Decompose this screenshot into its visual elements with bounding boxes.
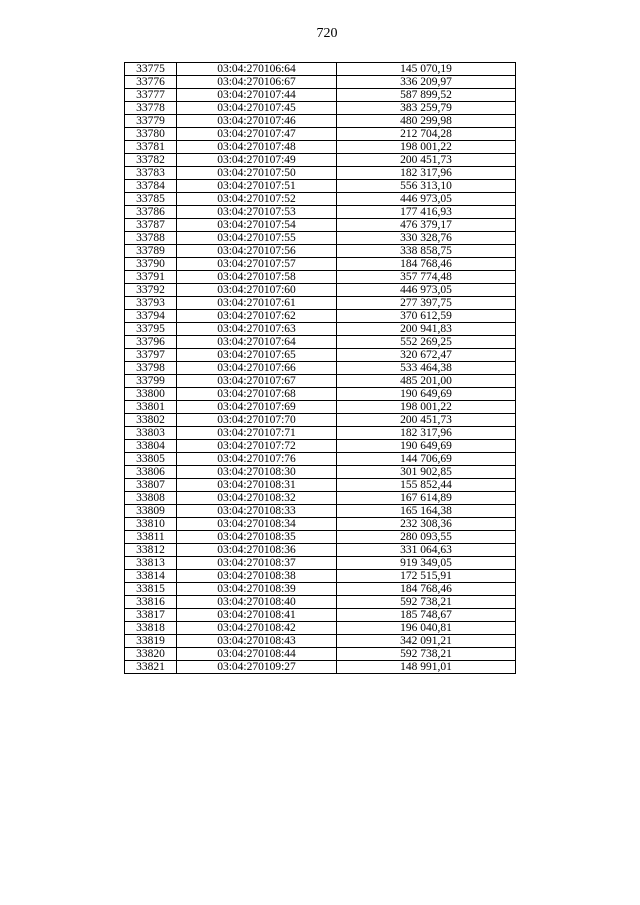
cadastral-number-cell: 03:04:270108:30 — [177, 466, 337, 479]
table-row — [125, 89, 516, 102]
table-row — [125, 388, 516, 401]
table-row — [125, 167, 516, 180]
cadastral-number-cell: 03:04:270107:49 — [177, 154, 337, 167]
row-number-cell: 33814 — [125, 570, 177, 583]
cadastral-number-cell: 03:04:270107:53 — [177, 206, 337, 219]
cadastral-number-cell: 03:04:270109:27 — [177, 661, 337, 674]
table-row — [125, 362, 516, 375]
table-row — [125, 76, 516, 89]
row-number-cell: 33787 — [125, 219, 177, 232]
table-row — [125, 505, 516, 518]
row-number-cell: 33805 — [125, 453, 177, 466]
row-number-cell: 33775 — [125, 63, 177, 76]
cadastral-value-cell: 320 672,47 — [337, 349, 516, 362]
cadastral-number-cell: 03:04:270107:55 — [177, 232, 337, 245]
row-number-cell: 33804 — [125, 440, 177, 453]
table-row — [125, 115, 516, 128]
row-number-cell: 33796 — [125, 336, 177, 349]
cadastral-number-cell: 03:04:270107:48 — [177, 141, 337, 154]
table-row — [125, 479, 516, 492]
cadastral-number-cell: 03:04:270107:57 — [177, 258, 337, 271]
table-row — [125, 128, 516, 141]
cadastral-number-cell: 03:04:270107:50 — [177, 167, 337, 180]
cadastral-value-cell: 145 070,19 — [337, 63, 516, 76]
cadastral-number-cell: 03:04:270107:65 — [177, 349, 337, 362]
table-row — [125, 206, 516, 219]
cadastral-value-cell: 357 774,48 — [337, 271, 516, 284]
cadastral-number-cell: 03:04:270107:46 — [177, 115, 337, 128]
table-row — [125, 635, 516, 648]
table-row — [125, 284, 516, 297]
row-number-cell: 33782 — [125, 154, 177, 167]
cadastral-value-cell: 556 313,10 — [337, 180, 516, 193]
row-number-cell: 33786 — [125, 206, 177, 219]
table-row — [125, 232, 516, 245]
cadastral-number-cell: 03:04:270107:51 — [177, 180, 337, 193]
cadastral-number-cell: 03:04:270108:40 — [177, 596, 337, 609]
table-row — [125, 544, 516, 557]
row-number-cell: 33817 — [125, 609, 177, 622]
table-row — [125, 271, 516, 284]
cadastral-number-cell: 03:04:270107:61 — [177, 297, 337, 310]
table-row — [125, 336, 516, 349]
table-row — [125, 245, 516, 258]
table-row — [125, 219, 516, 232]
table-row — [125, 349, 516, 362]
cadastral-number-cell: 03:04:270107:44 — [177, 89, 337, 102]
cadastral-value-cell: 184 768,46 — [337, 258, 516, 271]
cadastral-number-cell: 03:04:270108:34 — [177, 518, 337, 531]
cadastral-value-cell: 198 001,22 — [337, 141, 516, 154]
table-row — [125, 427, 516, 440]
cadastral-number-cell: 03:04:270108:42 — [177, 622, 337, 635]
row-number-cell: 33809 — [125, 505, 177, 518]
cadastral-number-cell: 03:04:270108:32 — [177, 492, 337, 505]
row-number-cell: 33803 — [125, 427, 177, 440]
cadastral-number-cell: 03:04:270107:64 — [177, 336, 337, 349]
table-row — [125, 401, 516, 414]
row-number-cell: 33816 — [125, 596, 177, 609]
row-number-cell: 33813 — [125, 557, 177, 570]
table-row — [125, 648, 516, 661]
cadastral-value-cell: 277 397,75 — [337, 297, 516, 310]
table-row — [125, 102, 516, 115]
cadastral-value-cell: 200 451,73 — [337, 414, 516, 427]
table-row — [125, 141, 516, 154]
cadastral-value-cell: 301 902,85 — [337, 466, 516, 479]
table-row — [125, 596, 516, 609]
cadastral-value-cell: 446 973,05 — [337, 284, 516, 297]
cadastral-number-cell: 03:04:270107:71 — [177, 427, 337, 440]
cadastral-value-cell: 331 064,63 — [337, 544, 516, 557]
row-number-cell: 33819 — [125, 635, 177, 648]
cadastral-value-cell: 200 941,83 — [337, 323, 516, 336]
row-number-cell: 33779 — [125, 115, 177, 128]
row-number-cell: 33793 — [125, 297, 177, 310]
cadastral-value-cell: 144 706,69 — [337, 453, 516, 466]
cadastral-number-cell: 03:04:270106:64 — [177, 63, 337, 76]
row-number-cell: 33783 — [125, 167, 177, 180]
row-number-cell: 33794 — [125, 310, 177, 323]
cadastral-number-cell: 03:04:270108:43 — [177, 635, 337, 648]
table-row — [125, 661, 516, 674]
row-number-cell: 33807 — [125, 479, 177, 492]
row-number-cell: 33778 — [125, 102, 177, 115]
table-row — [125, 414, 516, 427]
cadastral-value-cell: 196 040,81 — [337, 622, 516, 635]
cadastral-number-cell: 03:04:270107:45 — [177, 102, 337, 115]
cadastral-number-cell: 03:04:270106:67 — [177, 76, 337, 89]
table-row — [125, 297, 516, 310]
cadastral-number-cell: 03:04:270107:56 — [177, 245, 337, 258]
cadastral-value-cell: 383 259,79 — [337, 102, 516, 115]
cadastral-value-cell: 177 416,93 — [337, 206, 516, 219]
cadastral-value-cell: 185 748,67 — [337, 609, 516, 622]
cadastral-number-cell: 03:04:270108:31 — [177, 479, 337, 492]
cadastral-number-cell: 03:04:270107:68 — [177, 388, 337, 401]
row-number-cell: 33812 — [125, 544, 177, 557]
row-number-cell: 33776 — [125, 76, 177, 89]
table-row — [125, 570, 516, 583]
cadastral-number-cell: 03:04:270107:66 — [177, 362, 337, 375]
table-row — [125, 531, 516, 544]
cadastral-number-cell: 03:04:270107:63 — [177, 323, 337, 336]
table-row — [125, 609, 516, 622]
row-number-cell: 33811 — [125, 531, 177, 544]
cadastral-value-cell: 232 308,36 — [337, 518, 516, 531]
row-number-cell: 33821 — [125, 661, 177, 674]
row-number-cell: 33797 — [125, 349, 177, 362]
cadastral-value-cell: 370 612,59 — [337, 310, 516, 323]
cadastral-value-cell: 338 858,75 — [337, 245, 516, 258]
table-row — [125, 557, 516, 570]
cadastral-value-cell: 336 209,97 — [337, 76, 516, 89]
row-number-cell: 33792 — [125, 284, 177, 297]
cadastral-number-cell: 03:04:270107:58 — [177, 271, 337, 284]
row-number-cell: 33791 — [125, 271, 177, 284]
cadastral-value-cell: 182 317,96 — [337, 167, 516, 180]
cadastral-value-cell: 485 201,00 — [337, 375, 516, 388]
table-body — [125, 63, 516, 674]
row-number-cell: 33806 — [125, 466, 177, 479]
row-number-cell: 33789 — [125, 245, 177, 258]
row-number-cell: 33820 — [125, 648, 177, 661]
cadastral-number-cell: 03:04:270107:52 — [177, 193, 337, 206]
cadastral-value-cell: 172 515,91 — [337, 570, 516, 583]
cadastral-value-cell: 480 299,98 — [337, 115, 516, 128]
cadastral-value-cell: 552 269,25 — [337, 336, 516, 349]
cadastral-value-cell: 342 091,21 — [337, 635, 516, 648]
cadastral-number-cell: 03:04:270108:33 — [177, 505, 337, 518]
row-number-cell: 33780 — [125, 128, 177, 141]
cadastral-value-cell: 200 451,73 — [337, 154, 516, 167]
cadastral-number-cell: 03:04:270108:37 — [177, 557, 337, 570]
cadastral-number-cell: 03:04:270107:72 — [177, 440, 337, 453]
row-number-cell: 33818 — [125, 622, 177, 635]
cadastral-value-cell: 165 164,38 — [337, 505, 516, 518]
cadastral-value-cell: 155 852,44 — [337, 479, 516, 492]
cadastral-number-cell: 03:04:270107:47 — [177, 128, 337, 141]
table-row — [125, 375, 516, 388]
row-number-cell: 33815 — [125, 583, 177, 596]
cadastral-value-cell: 190 649,69 — [337, 440, 516, 453]
cadastral-number-cell: 03:04:270108:39 — [177, 583, 337, 596]
table-row — [125, 193, 516, 206]
cadastral-value-cell: 212 704,28 — [337, 128, 516, 141]
cadastral-value-cell: 592 738,21 — [337, 596, 516, 609]
cadastral-value-cell: 148 991,01 — [337, 661, 516, 674]
cadastral-number-cell: 03:04:270107:69 — [177, 401, 337, 414]
cadastral-value-cell: 198 001,22 — [337, 401, 516, 414]
table-row — [125, 492, 516, 505]
cadastral-value-cell: 190 649,69 — [337, 388, 516, 401]
cadastral-value-cell: 587 899,52 — [337, 89, 516, 102]
cadastral-value-cell: 533 464,38 — [337, 362, 516, 375]
row-number-cell: 33784 — [125, 180, 177, 193]
table-row — [125, 583, 516, 596]
row-number-cell: 33799 — [125, 375, 177, 388]
cadastral-value-cell: 167 614,89 — [337, 492, 516, 505]
table-row — [125, 518, 516, 531]
row-number-cell: 33810 — [125, 518, 177, 531]
cadastral-number-cell: 03:04:270107:60 — [177, 284, 337, 297]
table-row — [125, 63, 516, 76]
row-number-cell: 33808 — [125, 492, 177, 505]
cadastral-number-cell: 03:04:270108:36 — [177, 544, 337, 557]
table-row — [125, 180, 516, 193]
row-number-cell: 33801 — [125, 401, 177, 414]
row-number-cell: 33802 — [125, 414, 177, 427]
cadastral-number-cell: 03:04:270107:70 — [177, 414, 337, 427]
page-number: 720 — [316, 26, 338, 41]
cadastral-number-cell: 03:04:270107:67 — [177, 375, 337, 388]
table-row — [125, 622, 516, 635]
row-number-cell: 33795 — [125, 323, 177, 336]
cadastral-value-table — [124, 62, 516, 674]
table-row — [125, 154, 516, 167]
cadastral-value-cell: 182 317,96 — [337, 427, 516, 440]
cadastral-number-cell: 03:04:270107:76 — [177, 453, 337, 466]
cadastral-number-cell: 03:04:270107:62 — [177, 310, 337, 323]
table-row — [125, 440, 516, 453]
table-row — [125, 323, 516, 336]
table-row — [125, 453, 516, 466]
cadastral-number-cell: 03:04:270108:35 — [177, 531, 337, 544]
cadastral-value-cell: 330 328,76 — [337, 232, 516, 245]
row-number-cell: 33777 — [125, 89, 177, 102]
table-row — [125, 466, 516, 479]
row-number-cell: 33790 — [125, 258, 177, 271]
row-number-cell: 33785 — [125, 193, 177, 206]
row-number-cell: 33800 — [125, 388, 177, 401]
cadastral-number-cell: 03:04:270108:41 — [177, 609, 337, 622]
cadastral-number-cell: 03:04:270108:44 — [177, 648, 337, 661]
cadastral-value-cell: 280 093,55 — [337, 531, 516, 544]
cadastral-value-cell: 184 768,46 — [337, 583, 516, 596]
cadastral-value-cell: 592 738,21 — [337, 648, 516, 661]
cadastral-value-cell: 919 349,05 — [337, 557, 516, 570]
cadastral-number-cell: 03:04:270108:38 — [177, 570, 337, 583]
row-number-cell: 33781 — [125, 141, 177, 154]
table-row — [125, 310, 516, 323]
row-number-cell: 33788 — [125, 232, 177, 245]
cadastral-value-cell: 476 379,17 — [337, 219, 516, 232]
table-row — [125, 258, 516, 271]
cadastral-value-cell: 446 973,05 — [337, 193, 516, 206]
row-number-cell: 33798 — [125, 362, 177, 375]
cadastral-number-cell: 03:04:270107:54 — [177, 219, 337, 232]
